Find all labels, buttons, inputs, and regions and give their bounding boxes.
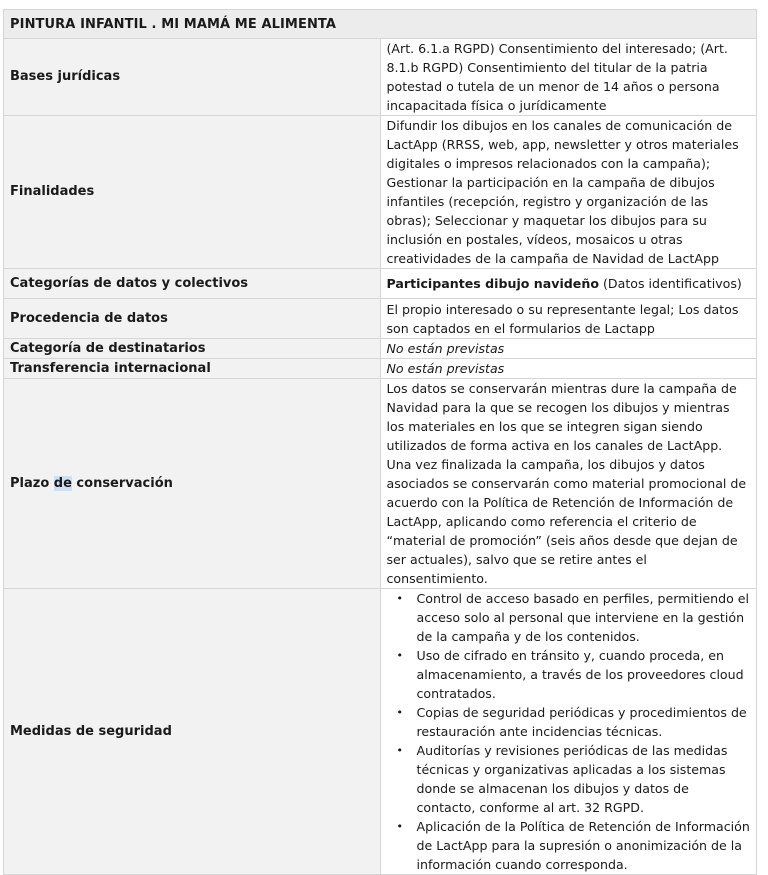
value-transferencia: No están previstas	[380, 359, 757, 379]
plazo-label-start: Plazo	[10, 475, 54, 491]
value-medidas	[380, 589, 757, 875]
label-bases-juridicas: Bases jurídicas	[4, 39, 381, 116]
label-plazo	[4, 379, 381, 589]
record-table	[3, 9, 757, 875]
label-finalidades: Finalidades	[4, 116, 381, 269]
row-plazo	[4, 379, 757, 589]
row-transferencia	[4, 359, 757, 379]
title-row	[4, 10, 757, 39]
data-processing-record	[3, 9, 757, 875]
value-categorias	[380, 269, 757, 299]
row-procedencia	[4, 299, 757, 339]
list-item: • Auditorías y revisiones periódicas de las medidas técnicas y organizativas aplicadas a los sistemas donde se almacenan los dibujos y datos de contacto, conforme al art. 32 RGPD.	[417, 741, 751, 817]
categorias-rest: (Datos identificativos)	[598, 276, 742, 291]
label-categorias: Categorías de datos y colectivos	[4, 269, 381, 299]
list-item: • Copias de seguridad periódicas y procedimientos de restauración ante incidencias técnicas.	[417, 703, 751, 741]
value-destinatarios: No están previstas	[380, 339, 757, 359]
row-bases-juridicas	[4, 39, 757, 116]
list-item: • Aplicación de la Política de Retención de Información de LactApp para la supresión o anonimización de la información cuando corresponda.	[417, 817, 751, 874]
label-procedencia: Procedencia de datos	[4, 299, 381, 339]
label-destinatarios: Categoría de destinatarios	[4, 339, 381, 359]
value-plazo: Los datos se conservarán mientras dure la campaña de Navidad para la que se recogen los dibujos y mientras los materiales en los que se integren sigan siendo utilizados de forma activa en los canales de LactApp. Una vez finalizada la campaña, los dibujos y datos asociados se conservarán como material promocional de acuerdo con la Política de Retención de Información de LactApp, aplicando como referencia el criterio de “material de promoción” (seis años desde que dejan de ser actuales), salvo que se retire antes el consentimiento.	[380, 379, 757, 589]
categorias-strong: Participantes dibujo navideño	[386, 276, 599, 291]
plazo-label-highlight: de	[53, 475, 72, 491]
value-procedencia: El propio interesado o su representante legal; Los datos son captados en el formularios de Lactapp	[380, 299, 757, 339]
label-medidas: Medidas de seguridad	[4, 589, 381, 875]
medidas-list	[387, 589, 751, 874]
table-title: PINTURA INFANTIL . MI MAMÁ ME ALIMENTA	[4, 10, 757, 39]
value-finalidades: Difundir los dibujos en los canales de comunicación de LactApp (RRSS, web, app, newsletter y otros materiales digitales o impresos relacionados con la campaña); Gestionar la participación en la campaña de dibujos infantiles (recepción, registro y organización de las obras); Seleccionar y maquetar los dibujos para su inclusión en postales, vídeos, mosaicos u otras creatividades de la campaña de Navidad de LactApp	[380, 116, 757, 269]
row-categorias	[4, 269, 757, 299]
value-bases-juridicas: (Art. 6.1.a RGPD) Consentimiento del interesado; (Art. 8.1.b RGPD) Consentimiento del titular de la patria potestad o tutela de un menor de 14 años o persona incapacitada física o jurídicamente	[380, 39, 757, 116]
list-item: • Control de acceso basado en perfiles, permitiendo el acceso solo al personal que interviene en la gestión de la campaña y de los contenidos.	[417, 589, 751, 646]
list-item: • Uso de cifrado en tránsito y, cuando proceda, en almacenamiento, a través de los proveedores cloud contratados.	[417, 646, 751, 703]
label-transferencia: Transferencia internacional	[4, 359, 381, 379]
row-medidas	[4, 589, 757, 875]
plazo-label-end: conservación	[71, 475, 173, 491]
row-finalidades	[4, 116, 757, 269]
row-destinatarios	[4, 339, 757, 359]
